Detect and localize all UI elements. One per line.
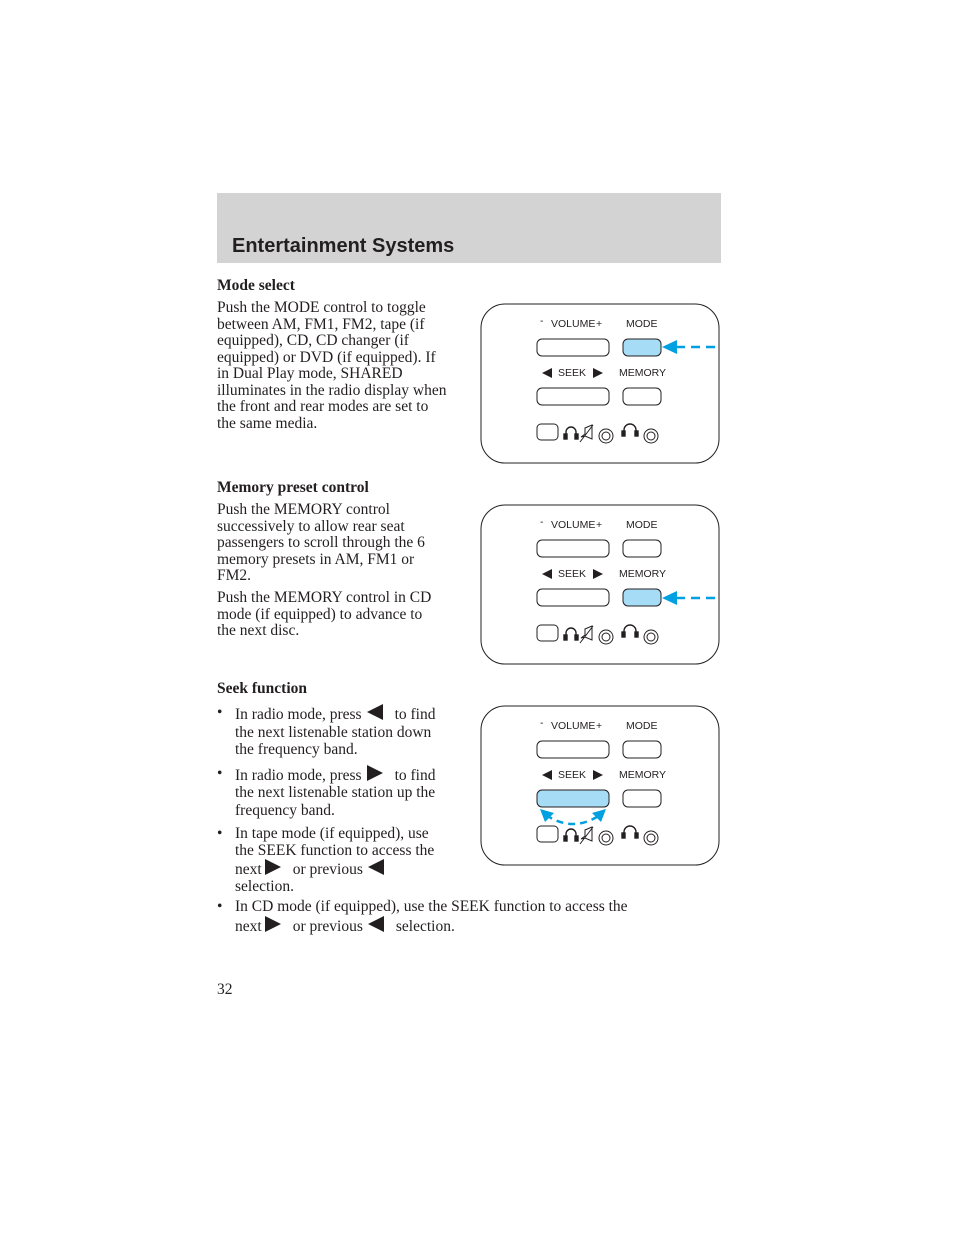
previous-arrow-icon bbox=[368, 859, 384, 875]
seek-up-arrow-icon bbox=[367, 765, 383, 781]
power-button bbox=[537, 424, 558, 440]
mode-select-heading: Mode select bbox=[217, 277, 295, 294]
list-item: • In CD mode (if equipped), use the SEEK function to access the next or previous selection. bbox=[217, 898, 628, 935]
mode-select-body: Push the MODE control to toggle between AM, FM1, FM2, tape (if equipped), CD, CD changer (if equipped) or DVD (if equipped). If in Dual Play mode, SHARED illuminates in the radio display when the front and rear modes are set to the same media. bbox=[217, 299, 447, 432]
volume-knob-1-icon bbox=[599, 429, 613, 443]
memory-preset-body-1: Push the MEMORY control successively to allow rear seat passengers to scroll through the 6 memory presets in AM, FM1 or FM2. bbox=[217, 501, 425, 584]
volume-minus-label: - bbox=[540, 516, 544, 528]
volume-plus-label: + bbox=[596, 720, 603, 732]
power-button bbox=[537, 826, 558, 842]
volume-minus-label: - bbox=[540, 717, 544, 729]
seek-label: SEEK bbox=[558, 568, 587, 580]
volume-plus-label: + bbox=[596, 519, 603, 531]
next-arrow-icon bbox=[265, 859, 281, 875]
volume-knob-2-icon bbox=[644, 429, 658, 443]
volume-minus-label: - bbox=[540, 315, 544, 327]
seek-down-arrow-icon bbox=[367, 704, 383, 720]
list-item: • In tape mode (if equipped), use the SEEK function to access the next or previous selection. bbox=[217, 825, 435, 895]
volume-plus-label: + bbox=[596, 318, 603, 330]
volume-label: VOLUME bbox=[551, 519, 596, 531]
volume-button bbox=[537, 339, 609, 356]
seek-button bbox=[537, 388, 609, 405]
volume-label: VOLUME bbox=[551, 720, 596, 732]
mode-button bbox=[623, 540, 661, 557]
seek-label: SEEK bbox=[558, 367, 587, 379]
mode-label: MODE bbox=[626, 519, 658, 531]
seek-label: SEEK bbox=[558, 769, 587, 781]
next-arrow-icon bbox=[265, 916, 281, 932]
page-title: Entertainment Systems bbox=[232, 235, 455, 257]
memory-preset-heading: Memory preset control bbox=[217, 479, 369, 496]
volume-button bbox=[537, 741, 609, 758]
memory-preset-body-2: Push the MEMORY control in CD mode (if equipped) to advance to the next disc. bbox=[217, 589, 432, 639]
rear-seat-controls-diagram-seek bbox=[480, 705, 720, 866]
list-item: • In radio mode, press to find the next listenable station up the frequency band. bbox=[217, 764, 436, 819]
memory-button bbox=[623, 388, 661, 405]
volume-button bbox=[537, 540, 609, 557]
memory-button bbox=[623, 790, 661, 807]
seek-button bbox=[537, 790, 609, 807]
mode-label: MODE bbox=[626, 318, 658, 330]
memory-label: MEMORY bbox=[619, 367, 667, 379]
memory-button bbox=[623, 589, 661, 606]
volume-knob-1-icon bbox=[599, 831, 613, 845]
previous-arrow-icon bbox=[368, 916, 384, 932]
page-number: 32 bbox=[217, 981, 233, 998]
mode-button bbox=[623, 741, 661, 758]
mode-label: MODE bbox=[626, 720, 658, 732]
memory-label: MEMORY bbox=[619, 769, 667, 781]
seek-function-heading: Seek function bbox=[217, 680, 307, 697]
volume-knob-1-icon bbox=[599, 630, 613, 644]
rear-seat-controls-diagram-memory bbox=[480, 504, 720, 665]
volume-label: VOLUME bbox=[551, 318, 596, 330]
mode-button bbox=[623, 339, 661, 356]
memory-label: MEMORY bbox=[619, 568, 667, 580]
seek-bullet-list-cd bbox=[217, 897, 697, 936]
volume-knob-2-icon bbox=[644, 630, 658, 644]
seek-button bbox=[537, 589, 609, 606]
list-item: • In radio mode, press to find the next listenable station down the frequency band. bbox=[217, 704, 436, 758]
power-button bbox=[537, 625, 558, 641]
seek-bullet-list bbox=[217, 704, 477, 895]
rear-seat-controls-diagram-mode bbox=[480, 303, 720, 464]
section-header bbox=[217, 193, 721, 263]
volume-knob-2-icon bbox=[644, 831, 658, 845]
